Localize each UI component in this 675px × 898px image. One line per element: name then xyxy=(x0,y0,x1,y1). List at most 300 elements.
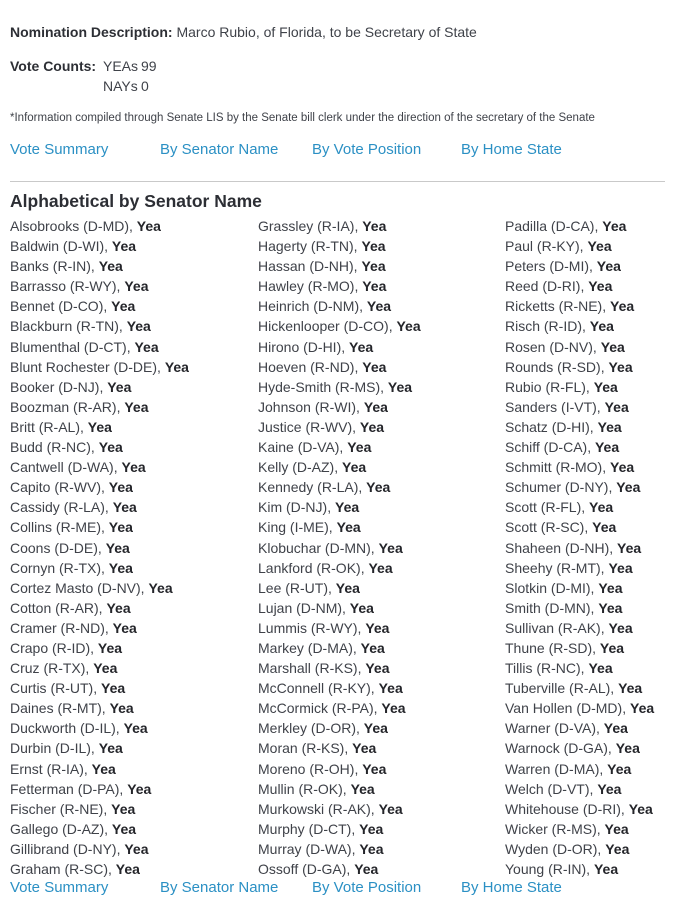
nav-link-by-vote-position[interactable]: By Vote Position xyxy=(312,141,422,158)
vote-value: Yea xyxy=(349,338,374,355)
vote-value: Yea xyxy=(107,378,132,395)
senator-vote-item xyxy=(258,638,505,658)
vote-value: Yea xyxy=(610,298,635,315)
vote-value: Yea xyxy=(618,680,643,697)
senator-name: Baldwin (D-WI), xyxy=(10,238,112,255)
vote-value: Yea xyxy=(361,238,386,255)
senator-vote-item xyxy=(505,457,665,477)
senator-vote-item xyxy=(258,377,505,397)
senator-name: Blackburn (R-TN), xyxy=(10,318,127,335)
senator-name: Mullin (R-OK), xyxy=(258,780,351,797)
senator-name: Boozman (R-AR), xyxy=(10,398,125,415)
vote-value: Yea xyxy=(608,358,633,375)
nav-link-vote-summary-bottom[interactable]: Vote Summary xyxy=(10,879,109,897)
senator-name: Thune (R-SD), xyxy=(505,639,600,656)
senator-vote-item xyxy=(505,819,665,839)
senator-name: Kelly (D-AZ), xyxy=(258,459,342,476)
senator-vote-item xyxy=(10,377,258,397)
senator-vote-item xyxy=(505,558,665,578)
senator-name: McConnell (R-KY), xyxy=(258,680,379,697)
senator-vote-item xyxy=(10,839,258,859)
senator-column-3 xyxy=(505,216,665,879)
senator-name: Padilla (D-CA), xyxy=(505,218,603,234)
vote-value: Yea xyxy=(359,820,384,837)
vote-value: Yea xyxy=(347,439,372,456)
senator-vote-item xyxy=(505,357,665,377)
senator-vote-item xyxy=(258,337,505,357)
senator-name: Ricketts (R-NE), xyxy=(505,298,610,315)
senator-vote-item xyxy=(505,497,665,517)
senator-name: Collins (R-ME), xyxy=(10,519,109,536)
senator-name: Johnson (R-WI), xyxy=(258,398,364,415)
vote-count-type-nays: NAYs xyxy=(103,78,138,94)
senator-vote-item xyxy=(10,799,258,819)
senator-vote-item xyxy=(10,316,258,336)
vote-value: Yea xyxy=(363,398,388,415)
senator-name: Wyden (D-OR), xyxy=(505,840,606,857)
vote-value: Yea xyxy=(596,258,621,275)
senator-name: Curtis (R-UT), xyxy=(10,680,101,697)
nomination-description xyxy=(10,14,665,42)
senator-vote-item xyxy=(10,638,258,658)
senator-vote-item xyxy=(10,598,258,618)
senator-name: Tuberville (R-AL), xyxy=(505,680,619,697)
senator-name: Crapo (R-ID), xyxy=(10,639,98,656)
vote-counts-label: Vote Counts: xyxy=(10,58,97,74)
vote-value: Yea xyxy=(335,499,360,516)
vote-value: Yea xyxy=(598,579,623,596)
list-heading: Alphabetical by Senator Name xyxy=(10,191,262,211)
vote-value: Yea xyxy=(610,459,635,476)
senator-vote-item xyxy=(258,698,505,718)
vote-value: Yea xyxy=(121,459,146,476)
senator-name: Hyde-Smith (R-MS), xyxy=(258,378,388,395)
senator-name: Gillibrand (D-NY), xyxy=(10,840,125,857)
vote-value: Yea xyxy=(588,278,613,295)
vote-value: Yea xyxy=(336,519,361,536)
senator-name: Peters (D-MI), xyxy=(505,258,597,275)
senator-name: Sheehy (R-MT), xyxy=(505,559,609,576)
senator-name: Graham (R-SC), xyxy=(10,861,116,877)
nav-link-vote-summary[interactable]: Vote Summary xyxy=(10,141,109,158)
senator-vote-item xyxy=(10,296,258,316)
senator-name: Lee (R-UT), xyxy=(258,579,336,596)
senator-vote-item xyxy=(10,337,258,357)
vote-value: Yea xyxy=(354,861,379,877)
senator-vote-item xyxy=(505,337,665,357)
senator-vote-item xyxy=(258,819,505,839)
vote-value: Yea xyxy=(134,338,159,355)
senator-vote-item xyxy=(258,276,505,296)
senator-name: Schatz (D-HI), xyxy=(505,418,598,435)
vote-value: Yea xyxy=(108,479,133,496)
vote-value: Yea xyxy=(105,539,130,556)
vote-value: Yea xyxy=(342,459,367,476)
vote-value: Yea xyxy=(608,619,633,636)
senator-vote-item xyxy=(505,216,665,236)
senator-vote-item xyxy=(10,678,258,698)
senator-vote-item xyxy=(505,759,665,779)
senator-name: Cotton (R-AR), xyxy=(10,599,107,616)
senator-vote-item xyxy=(505,658,665,678)
senator-vote-item xyxy=(10,779,258,799)
vote-value: Yea xyxy=(362,278,387,295)
vote-value: Yea xyxy=(98,258,123,275)
vote-value: Yea xyxy=(396,318,421,335)
senator-vote-item xyxy=(258,497,505,517)
vote-value: Yea xyxy=(602,218,627,234)
vote-value: Yea xyxy=(164,358,189,375)
nav-link-by-senator-name-bottom[interactable]: By Senator Name xyxy=(160,879,279,897)
vote-value: Yea xyxy=(335,579,360,596)
senator-name: Gallego (D-AZ), xyxy=(10,820,112,837)
senator-name: Lankford (R-OK), xyxy=(258,559,369,576)
senator-vote-item xyxy=(10,759,258,779)
senator-vote-item xyxy=(258,658,505,678)
vote-value: Yea xyxy=(363,720,388,737)
vote-value: Yea xyxy=(108,559,133,576)
vote-value: Yea xyxy=(597,780,622,797)
senator-vote-item xyxy=(10,718,258,738)
senator-vote-item xyxy=(10,397,258,417)
vote-value: Yea xyxy=(630,700,655,717)
senator-vote-item xyxy=(10,517,258,537)
vote-value: Yea xyxy=(362,760,387,777)
senator-name: Scott (R-SC), xyxy=(505,519,593,536)
senator-name: Slotkin (D-MI), xyxy=(505,579,599,596)
senator-vote-item xyxy=(10,658,258,678)
vote-value: Yea xyxy=(600,338,625,355)
senator-vote-item xyxy=(258,517,505,537)
senator-name: Schmitt (R-MO), xyxy=(505,459,610,476)
senator-vote-item xyxy=(258,357,505,377)
senator-vote-item xyxy=(258,859,505,879)
vote-value: Yea xyxy=(126,318,151,335)
senator-name: Warnock (D-GA), xyxy=(505,740,616,757)
vote-value: Yea xyxy=(365,660,390,677)
senator-name: Schiff (D-CA), xyxy=(505,439,595,456)
senator-name: Tillis (R-NC), xyxy=(505,660,589,677)
vote-value: Yea xyxy=(98,439,123,456)
lis-disclaimer-note: *Information compiled through Senate LIS by the Senate bill clerk under the direction of the secretary of the Senate xyxy=(10,112,595,124)
senator-vote-item xyxy=(10,578,258,598)
senator-name: Murray (D-WA), xyxy=(258,840,360,857)
senator-name: Markey (D-MA), xyxy=(258,639,361,656)
senator-vote-item xyxy=(258,738,505,758)
vote-value: Yea xyxy=(359,840,384,857)
vote-value: Yea xyxy=(127,780,152,797)
senator-vote-item xyxy=(10,236,258,256)
vote-value: Yea xyxy=(123,720,148,737)
senator-name: Wicker (R-MS), xyxy=(505,820,605,837)
senator-name: Cassidy (R-LA), xyxy=(10,499,113,516)
senator-column-1 xyxy=(10,216,258,879)
nomination-description-value: Marco Rubio, of Florida, to be Secretary of State xyxy=(176,24,477,40)
vote-value: Yea xyxy=(97,639,123,656)
vote-value: Yea xyxy=(593,861,619,877)
senator-vote-item xyxy=(505,256,665,276)
senator-name: Ossoff (D-GA), xyxy=(258,861,355,877)
vote-value: Yea xyxy=(87,418,112,435)
senator-name: Shaheen (D-NH), xyxy=(505,539,618,556)
senator-vote-item xyxy=(10,477,258,497)
senator-vote-item xyxy=(258,558,505,578)
nav-link-by-vote-position-bottom[interactable]: By Vote Position xyxy=(312,879,422,897)
senator-vote-item xyxy=(258,316,505,336)
senator-vote-item xyxy=(258,578,505,598)
senator-vote-item xyxy=(505,377,665,397)
vote-value: Yea xyxy=(587,238,612,255)
senator-name: Heinrich (D-NM), xyxy=(258,298,367,315)
senator-name: Alsobrooks (D-MD), xyxy=(10,218,137,234)
senator-vote-item xyxy=(505,618,665,638)
senator-vote-item xyxy=(505,316,665,336)
senator-vote-item xyxy=(10,819,258,839)
senator-vote-item xyxy=(258,437,505,457)
vote-value: Yea xyxy=(378,539,403,556)
vote-value: Yea xyxy=(592,519,617,536)
senator-name: Blumenthal (D-CT), xyxy=(10,338,135,355)
vote-value: Yea xyxy=(111,238,137,255)
senator-vote-item xyxy=(258,759,505,779)
senator-vote-item xyxy=(10,357,258,377)
senator-vote-item xyxy=(10,738,258,758)
vote-value: Yea xyxy=(615,740,640,757)
senator-name: Cruz (R-TX), xyxy=(10,660,94,677)
vote-value: Yea xyxy=(106,599,131,616)
nav-link-by-home-state[interactable]: By Home State xyxy=(461,141,562,158)
senator-name: Risch (R-ID), xyxy=(505,318,590,335)
vote-value: Yea xyxy=(124,398,149,415)
vote-value: Yea xyxy=(589,499,614,516)
vote-value: Yea xyxy=(378,680,403,697)
vote-value: Yea xyxy=(594,439,620,456)
senator-name: Warner (D-VA), xyxy=(505,720,604,737)
vote-value: Yea xyxy=(108,519,133,536)
vote-value: Yea xyxy=(362,218,387,234)
senator-name: Hoeven (R-ND), xyxy=(258,358,363,375)
vote-value: Yea xyxy=(350,780,375,797)
senator-vote-item xyxy=(258,779,505,799)
senator-name: King (I-ME), xyxy=(258,519,337,536)
senator-vote-item xyxy=(10,417,258,437)
senator-vote-item xyxy=(258,256,505,276)
vote-value: Yea xyxy=(617,539,642,556)
senator-vote-item xyxy=(505,477,665,497)
senator-name: Britt (R-AL), xyxy=(10,418,88,435)
senator-vote-item xyxy=(258,678,505,698)
vote-value: Yea xyxy=(366,298,392,315)
vote-value: Yea xyxy=(608,559,633,576)
senator-name: Fetterman (D-PA), xyxy=(10,780,128,797)
senator-vote-item xyxy=(505,538,665,558)
senator-name: Van Hollen (D-MD), xyxy=(505,700,630,717)
senator-vote-item xyxy=(505,578,665,598)
vote-count-value-nays: 0 xyxy=(141,78,149,94)
vote-value: Yea xyxy=(604,398,629,415)
senator-vote-item xyxy=(505,678,665,698)
vote-value: Yea xyxy=(111,800,136,817)
senator-vote-item xyxy=(505,276,665,296)
senator-name: Cantwell (D-WA), xyxy=(10,459,122,476)
vote-value: Yea xyxy=(111,298,136,315)
nomination-description-label: Nomination Description: xyxy=(10,24,173,40)
vote-value: Yea xyxy=(378,800,403,817)
senator-vote-item xyxy=(258,718,505,738)
vote-value: Yea xyxy=(603,720,628,737)
senator-name: Hirono (D-HI), xyxy=(258,338,350,355)
senator-name: Daines (R-MT), xyxy=(10,700,110,717)
senator-vote-item xyxy=(258,296,505,316)
senator-name: Schumer (D-NY), xyxy=(505,479,617,496)
nav-link-by-home-state-bottom[interactable]: By Home State xyxy=(461,879,562,897)
senator-vote-item xyxy=(258,457,505,477)
senator-vote-item xyxy=(10,437,258,457)
senator-vote-item xyxy=(258,839,505,859)
senator-name: Capito (R-WV), xyxy=(10,479,109,496)
senator-name: Kaine (D-VA), xyxy=(258,439,348,456)
vote-value: Yea xyxy=(111,820,137,837)
senator-name: Kennedy (R-LA), xyxy=(258,479,367,496)
senator-vote-item xyxy=(505,236,665,256)
senator-name: Warren (D-MA), xyxy=(505,760,608,777)
senator-vote-item xyxy=(10,698,258,718)
senator-name: Duckworth (D-IL), xyxy=(10,720,124,737)
senator-name: Reed (D-RI), xyxy=(505,278,589,295)
senator-vote-item xyxy=(505,718,665,738)
senator-vote-item xyxy=(505,799,665,819)
vote-value: Yea xyxy=(359,418,385,435)
vote-value: Yea xyxy=(362,358,387,375)
senator-vote-item xyxy=(10,497,258,517)
senator-name: Hickenlooper (D-CO), xyxy=(258,318,397,335)
vote-value: Yea xyxy=(148,579,173,596)
vote-view-nav-bottom xyxy=(10,878,665,898)
senator-name: Sanders (I-VT), xyxy=(505,398,605,415)
senator-vote-item xyxy=(10,558,258,578)
senator-vote-item xyxy=(505,839,665,859)
vote-value: Yea xyxy=(112,499,137,516)
senator-name: Moran (R-KS), xyxy=(258,740,353,757)
senator-name: Marshall (R-KS), xyxy=(258,660,366,677)
section-divider xyxy=(10,181,665,182)
senator-name: Hawley (R-MO), xyxy=(258,278,363,295)
vote-value: Yea xyxy=(349,599,374,616)
senator-name: Banks (R-IN), xyxy=(10,258,99,275)
senator-name: Murkowski (R-AK), xyxy=(258,800,379,817)
vote-value: Yea xyxy=(599,639,625,656)
vote-value: Yea xyxy=(597,418,622,435)
senator-name: Lujan (D-NM), xyxy=(258,599,350,616)
vote-value: Yea xyxy=(361,258,386,275)
senator-vote-list xyxy=(10,216,665,879)
senator-vote-item xyxy=(10,538,258,558)
senator-column-2 xyxy=(258,216,505,879)
senator-vote-item xyxy=(505,779,665,799)
senator-name: Justice (R-WV), xyxy=(258,418,360,435)
senator-name: McCormick (R-PA), xyxy=(258,700,382,717)
vote-value: Yea xyxy=(368,559,393,576)
senator-name: Coons (D-DE), xyxy=(10,539,106,556)
senator-name: Welch (D-VT), xyxy=(505,780,598,797)
vote-value: Yea xyxy=(136,218,161,234)
vote-value: Yea xyxy=(593,378,618,395)
vote-value: Yea xyxy=(628,800,653,817)
vote-value: Yea xyxy=(366,479,391,496)
senator-vote-item xyxy=(258,598,505,618)
vote-counts xyxy=(10,56,665,96)
senator-vote-item xyxy=(258,216,505,236)
senator-name: Rounds (R-SD), xyxy=(505,358,609,375)
senator-name: Young (R-IN), xyxy=(505,861,594,877)
senator-vote-item xyxy=(10,859,258,879)
senator-name: Smith (D-MN), xyxy=(505,599,599,616)
senator-name: Merkley (D-OR), xyxy=(258,720,364,737)
senator-name: Scott (R-FL), xyxy=(505,499,590,516)
senator-vote-item xyxy=(258,417,505,437)
senator-name: Barrasso (R-WY), xyxy=(10,278,125,295)
vote-value: Yea xyxy=(607,760,632,777)
vote-value: Yea xyxy=(124,840,149,857)
senator-name: Durbin (D-IL), xyxy=(10,740,99,757)
senator-name: Moreno (R-OH), xyxy=(258,760,363,777)
senator-vote-item xyxy=(505,417,665,437)
senator-vote-item xyxy=(258,397,505,417)
vote-count-value-yeas: 99 xyxy=(141,58,157,74)
vote-value: Yea xyxy=(93,660,118,677)
senator-name: Grassley (R-IA), xyxy=(258,218,363,234)
senator-name: Sullivan (R-AK), xyxy=(505,619,609,636)
vote-value: Yea xyxy=(124,278,149,295)
vote-value: Yea xyxy=(101,680,126,697)
vote-value: Yea xyxy=(360,639,385,656)
vote-value: Yea xyxy=(604,820,629,837)
senator-name: Rosen (D-NV), xyxy=(505,338,601,355)
senator-name: Kim (D-NJ), xyxy=(258,499,335,516)
senator-name: Cramer (R-ND), xyxy=(10,619,113,636)
vote-value: Yea xyxy=(115,861,140,877)
senator-vote-item xyxy=(505,397,665,417)
senator-name: Murphy (D-CT), xyxy=(258,820,360,837)
vote-value: Yea xyxy=(598,599,623,616)
senator-name: Cornyn (R-TX), xyxy=(10,559,109,576)
senator-name: Lummis (R-WY), xyxy=(258,619,366,636)
senator-vote-item xyxy=(10,457,258,477)
senator-name: Hassan (D-NH), xyxy=(258,258,362,275)
senator-vote-item xyxy=(10,216,258,236)
vote-view-nav xyxy=(10,140,665,160)
senator-vote-item xyxy=(258,538,505,558)
vote-results-page xyxy=(0,14,675,898)
senator-vote-item xyxy=(505,437,665,457)
vote-value: Yea xyxy=(616,479,641,496)
senator-vote-item xyxy=(10,256,258,276)
vote-value: Yea xyxy=(365,619,390,636)
senator-vote-item xyxy=(258,236,505,256)
vote-value: Yea xyxy=(352,740,377,757)
vote-value: Yea xyxy=(91,760,116,777)
vote-value: Yea xyxy=(98,740,123,757)
senator-vote-item xyxy=(505,638,665,658)
senator-vote-item xyxy=(505,859,665,879)
senator-vote-item xyxy=(505,698,665,718)
senator-vote-item xyxy=(258,618,505,638)
vote-value: Yea xyxy=(381,700,406,717)
vote-count-type-yeas: YEAs xyxy=(103,58,139,74)
nav-link-by-senator-name[interactable]: By Senator Name xyxy=(160,141,279,158)
senator-name: Bennet (D-CO), xyxy=(10,298,112,315)
vote-value: Yea xyxy=(589,318,614,335)
